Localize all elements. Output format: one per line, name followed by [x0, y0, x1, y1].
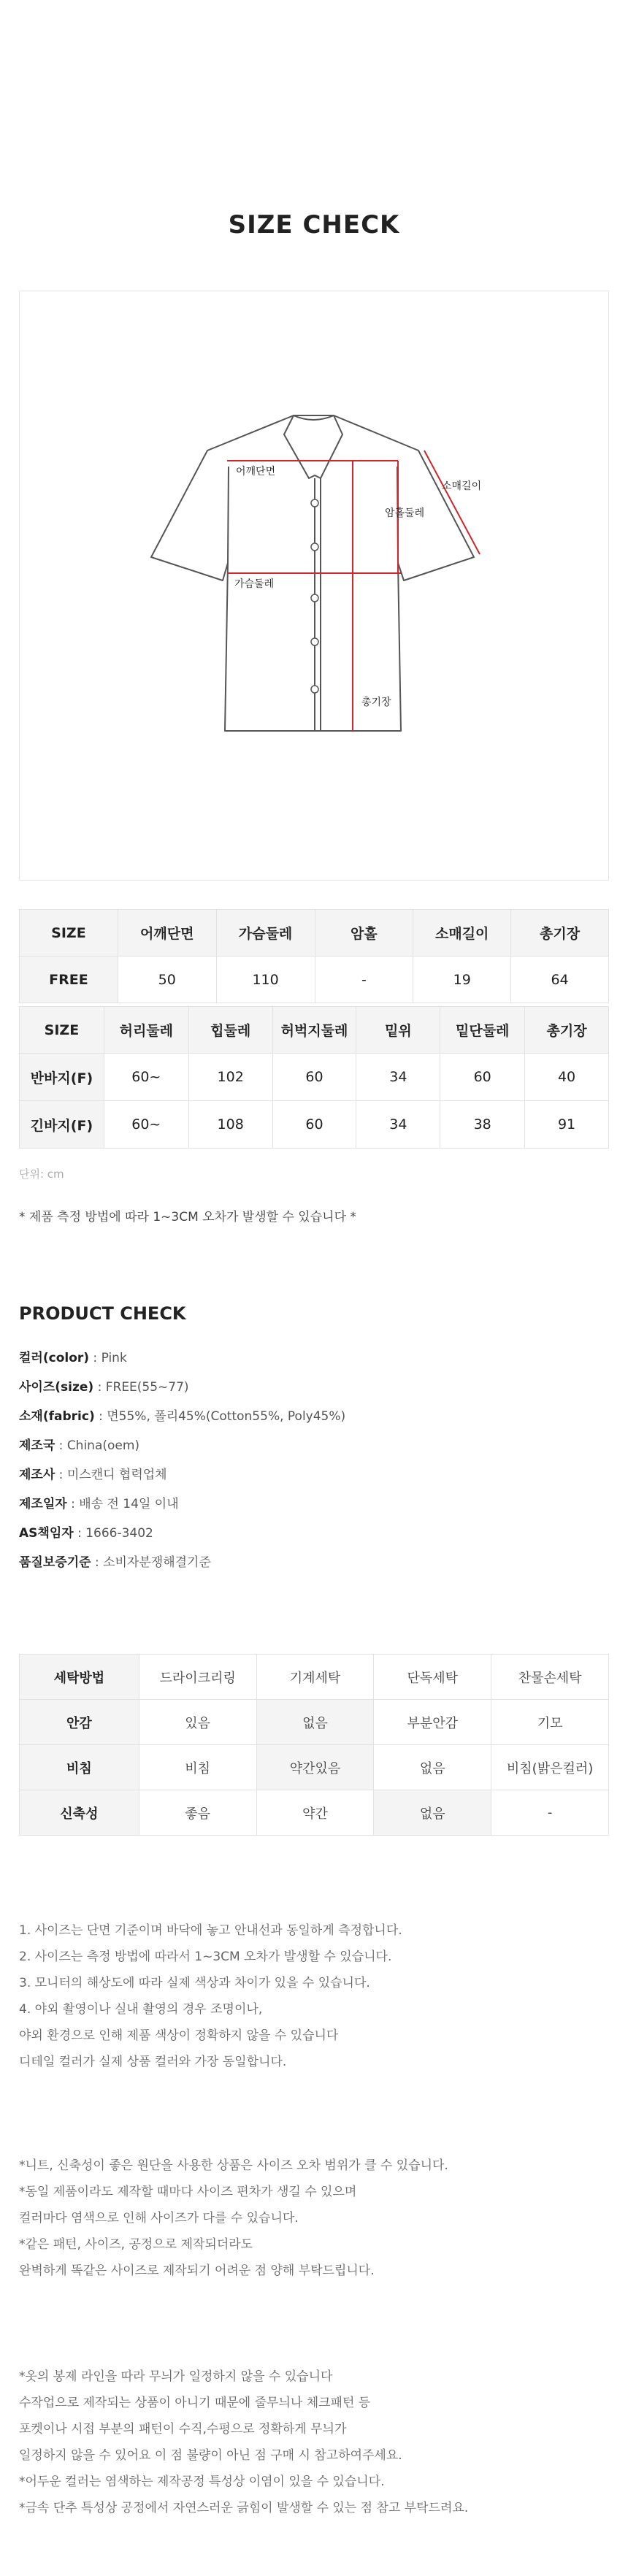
table-header: 소매길이: [413, 910, 511, 957]
table-cell: 부분안감: [374, 1700, 491, 1745]
product-info-row: [19, 1408, 345, 1437]
shoulder-label: 어깨단면: [236, 466, 276, 478]
info-label: 제조국: [19, 1438, 55, 1453]
sleeve-length-label: 소매길이: [442, 480, 482, 492]
top-size-table: [19, 909, 609, 1003]
table-row-header: 반바지(F): [20, 1054, 104, 1101]
table-cell: 91: [525, 1101, 609, 1149]
total-length-label: 총기장: [361, 697, 391, 708]
product-info-row: [19, 1349, 345, 1379]
table-header: 암홀: [315, 910, 413, 957]
product-info-row: [19, 1437, 345, 1466]
table-cell: 비침(밝은컬러): [491, 1745, 609, 1790]
notice-line: 3. 모니터의 해상도에 따라 실제 색상과 차이가 있을 수 있습니다.: [19, 1976, 370, 1990]
table-header: 가슴둘레: [216, 910, 315, 957]
table-cell: 110: [216, 957, 315, 1003]
info-label: 소재(fabric): [19, 1409, 95, 1424]
notice-line: *동일 제품이라도 제작할 때마다 사이즈 편차가 생길 수 있으며: [19, 2185, 357, 2199]
notice-line: *금속 단추 특성상 공정에서 자연스러운 긁힘이 발생할 수 있는 점 참고 부탁드려요.: [19, 2501, 469, 2515]
notice-line: 포켓이나 시접 부분의 패턴이 수직,수평으로 정확하게 무늬가: [19, 2422, 347, 2437]
product-info-row: [19, 1495, 345, 1525]
product-info-list: [19, 1349, 345, 1583]
product-info-row: [19, 1554, 345, 1583]
size-notice: [19, 1917, 402, 2075]
info-value: : China(oem): [55, 1438, 140, 1453]
info-value: : 미스캔디 협력업체: [55, 1468, 167, 1482]
table-cell-selected: 없음: [374, 1790, 491, 1836]
table-row-header: 비침: [20, 1745, 139, 1790]
table-cell: 102: [188, 1054, 272, 1101]
table-row-header: 안감: [20, 1700, 139, 1745]
product-info-row: [19, 1525, 345, 1554]
table-cell: -: [315, 957, 413, 1003]
measurement-note: * 제품 측정 방법에 따라 1~3CM 오차가 발생할 수 있습니다 *: [19, 1210, 356, 1224]
fabric-care-table: [19, 1654, 609, 1836]
size-diagram: [19, 291, 609, 881]
notice-line: *옷의 봉제 라인을 따라 무늬가 일정하지 않을 수 있습니다: [19, 2369, 333, 2384]
notice-line: 컬러마다 염색으로 인해 사이즈가 다를 수 있습니다.: [19, 2211, 299, 2226]
bottom-size-table: [19, 1006, 609, 1149]
notice-line: 야외 환경으로 인해 제품 색상이 정확하지 않을 수 있습니다: [19, 2028, 339, 2043]
notice-line: 2. 사이즈는 측정 방법에 따라서 1~3CM 오차가 발생할 수 있습니다.: [19, 1950, 392, 1964]
table-row-header: 긴바지(F): [20, 1101, 104, 1149]
table-cell: 60: [440, 1054, 525, 1101]
table-header: 힙둘레: [188, 1007, 272, 1054]
table-cell: 108: [188, 1101, 272, 1149]
notice-line: 1. 사이즈는 단면 기준이며 바닥에 놓고 안내선과 동일하게 측정합니다.: [19, 1923, 402, 1938]
table-cell: 64: [511, 957, 609, 1003]
table-cell: 50: [118, 957, 216, 1003]
product-info-row: [19, 1466, 345, 1495]
armhole-label: 암홀둘레: [385, 507, 425, 519]
notice-line: 디테일 컬러가 실제 상품 컬러와 가장 동일합니다.: [19, 2055, 287, 2069]
notice-line: *니트, 신축성이 좋은 원단을 사용한 상품은 사이즈 오차 범위가 클 수 있습니다.: [19, 2158, 448, 2173]
table-cell: 찬물손세탁: [491, 1655, 609, 1700]
table-cell: -: [491, 1790, 609, 1836]
shirt-illustration: [20, 291, 610, 881]
table-cell: 34: [356, 1054, 440, 1101]
notice-line: 수작업으로 제작되는 상품이 아니기 때문에 줄무늬나 체크패턴 등: [19, 2396, 371, 2410]
table-header: SIZE: [20, 1007, 104, 1054]
table-cell: 약간: [256, 1790, 374, 1836]
table-cell: 60: [272, 1054, 356, 1101]
table-header: SIZE: [20, 910, 118, 957]
table-cell: 드라이크리링: [139, 1655, 256, 1700]
unit-label: 단위: cm: [19, 1168, 64, 1181]
table-cell: 34: [356, 1101, 440, 1149]
table-cell: 없음: [374, 1745, 491, 1790]
product-info-row: [19, 1379, 345, 1408]
table-cell: 60: [272, 1101, 356, 1149]
notice-line: 4. 야외 촬영이나 실내 촬영의 경우 조명이나,: [19, 2002, 263, 2017]
table-row-header: 세탁방법: [20, 1655, 139, 1700]
table-row-header: FREE: [20, 957, 118, 1003]
table-header: 총기장: [511, 910, 609, 957]
table-cell: 60~: [104, 1101, 188, 1149]
info-label: 품질보증기준: [19, 1555, 91, 1570]
deviation-notice: [19, 2153, 448, 2284]
table-header: 허벅지둘레: [272, 1007, 356, 1054]
table-cell: 40: [525, 1054, 609, 1101]
table-header: 총기장: [525, 1007, 609, 1054]
info-label: 제조사: [19, 1468, 55, 1482]
table-header: 허리둘레: [104, 1007, 188, 1054]
notice-line: 일정하지 않을 수 있어요 이 점 불량이 아닌 점 구매 시 참고하여주세요.: [19, 2448, 402, 2463]
table-header: 밑단둘레: [440, 1007, 525, 1054]
size-check-title: SIZE CHECK: [228, 210, 400, 239]
notice-line: 완벽하게 똑같은 사이즈로 제작되기 어려운 점 양해 부탁드립니다.: [19, 2263, 375, 2278]
table-cell-selected: 약간있음: [256, 1745, 374, 1790]
info-value: : Pink: [89, 1351, 127, 1365]
notice-line: *같은 패턴, 사이즈, 공정으로 제작되더라도: [19, 2237, 253, 2252]
table-row-header: 신축성: [20, 1790, 139, 1836]
table-header: 어깨단면: [118, 910, 216, 957]
table-cell: 있음: [139, 1700, 256, 1745]
product-check-title: PRODUCT CHECK: [19, 1303, 186, 1324]
table-cell: 단독세탁: [374, 1655, 491, 1700]
chest-label: 가슴둘레: [234, 578, 275, 590]
info-label: 제조일자: [19, 1497, 67, 1511]
table-cell: 좋음: [139, 1790, 256, 1836]
pattern-notice: [19, 2364, 468, 2521]
info-label: AS책임자: [19, 1526, 74, 1541]
table-cell-selected: 없음: [256, 1700, 374, 1745]
info-value: : 소비자분쟁해결기준: [91, 1555, 211, 1570]
info-value: : 면55%, 폴리45%(Cotton55%, Poly45%): [94, 1409, 346, 1424]
info-value: : FREE(55~77): [93, 1380, 189, 1395]
info-label: 사이즈(size): [19, 1380, 94, 1395]
table-cell: 19: [413, 957, 511, 1003]
table-cell: 기계세탁: [256, 1655, 374, 1700]
table-cell: 38: [440, 1101, 525, 1149]
info-value: : 배송 전 14일 이내: [66, 1497, 179, 1511]
info-label: 컬러(color): [19, 1351, 90, 1365]
info-value: : 1666-3402: [73, 1526, 153, 1541]
table-cell: 비침: [139, 1745, 256, 1790]
table-cell: 60~: [104, 1054, 188, 1101]
notice-line: *어두운 컬러는 염색하는 제작공정 특성상 이염이 있을 수 있습니다.: [19, 2475, 385, 2489]
table-cell: 기모: [491, 1700, 609, 1745]
table-header: 밑위: [356, 1007, 440, 1054]
